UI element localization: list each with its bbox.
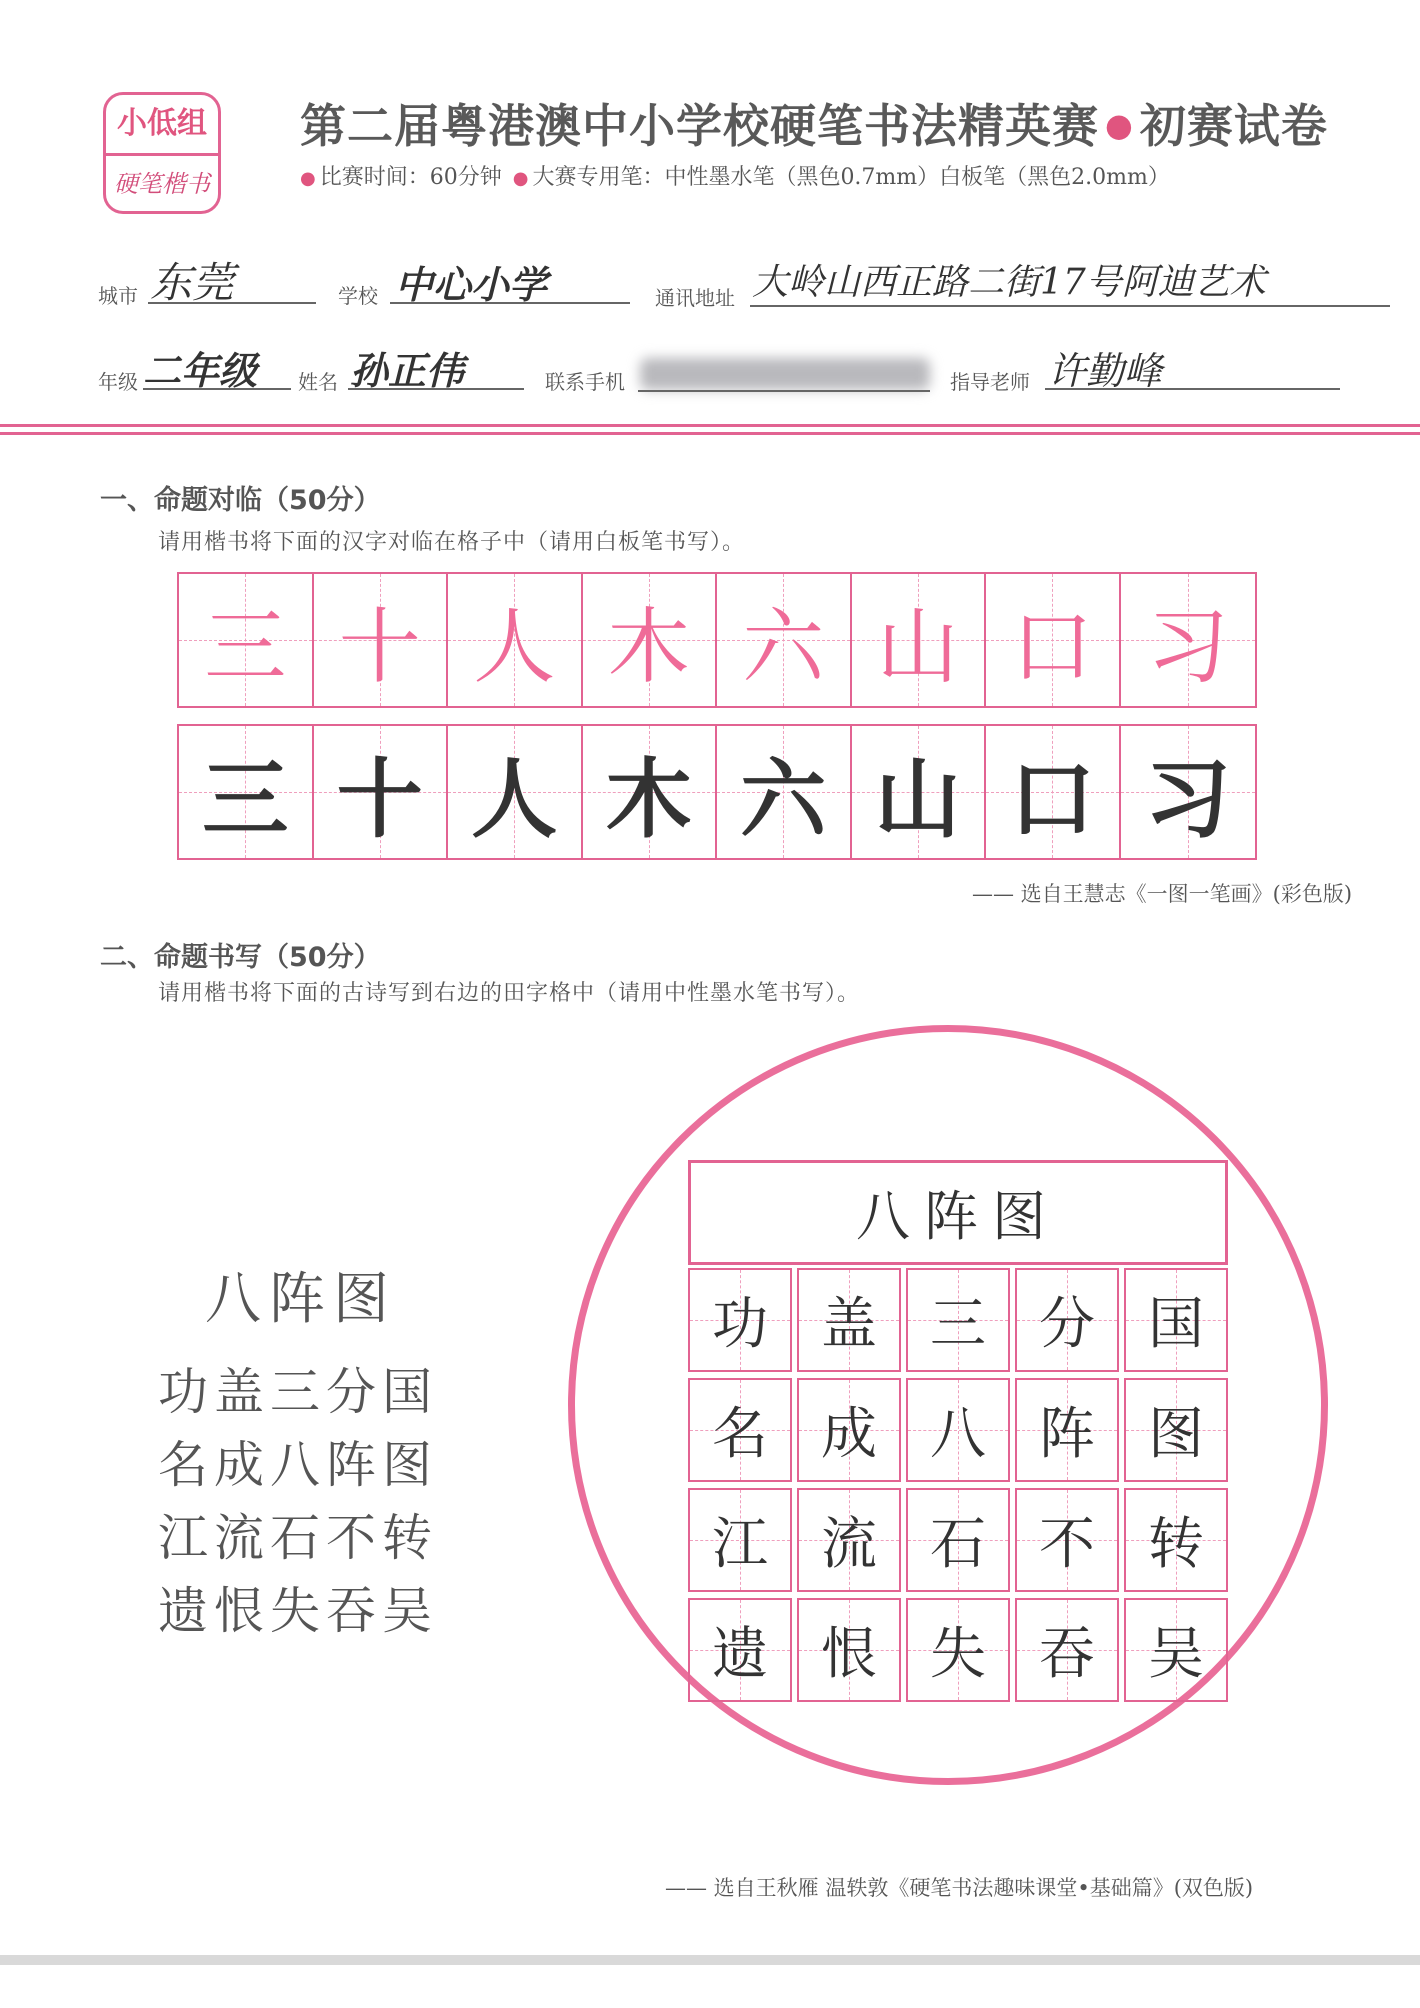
copy-cell[interactable]: 习 bbox=[1121, 726, 1256, 858]
poem-cell[interactable]: 石 bbox=[906, 1488, 1010, 1592]
teacher-field[interactable]: 许勤峰 bbox=[1048, 349, 1163, 393]
poem-title: 八阵图 bbox=[205, 1267, 397, 1332]
poem-cell[interactable]: 图 bbox=[1124, 1378, 1228, 1482]
badge-style-label: 硬笔楷书 bbox=[114, 170, 210, 198]
model-cell: 六 bbox=[717, 574, 852, 706]
poem-cell[interactable]: 不 bbox=[1015, 1488, 1119, 1592]
school-label: 学校 bbox=[338, 284, 378, 308]
poem-cell[interactable]: 失 bbox=[906, 1598, 1010, 1702]
school-field[interactable]: 中心小学 bbox=[395, 262, 548, 307]
footer-bar bbox=[0, 1955, 1420, 1965]
poem-cell[interactable]: 成 bbox=[797, 1378, 901, 1482]
grade-label: 年级 bbox=[98, 370, 138, 394]
bullet-dot-icon: ● bbox=[512, 168, 529, 189]
poem-line: 功盖三分国 bbox=[158, 1363, 438, 1421]
copy-cell[interactable]: 山 bbox=[852, 726, 987, 858]
teacher-label: 指导老师 bbox=[950, 370, 1030, 394]
model-cell: 人 bbox=[448, 574, 583, 706]
name-label: 姓名 bbox=[298, 370, 338, 394]
phone-field-redacted[interactable] bbox=[640, 358, 930, 390]
copy-cell[interactable]: 木 bbox=[583, 726, 718, 858]
divider-line bbox=[0, 424, 1420, 427]
written-title: 八阵图 bbox=[856, 1185, 1060, 1248]
phone-underline bbox=[638, 390, 930, 392]
title-suffix: 初赛试卷 bbox=[1139, 99, 1328, 153]
poem-cell[interactable]: 吴 bbox=[1124, 1598, 1228, 1702]
poem-line: 江流石不转 bbox=[158, 1509, 438, 1567]
grade-underline bbox=[143, 388, 291, 390]
exam-time: 比赛时间：60分钟 bbox=[319, 165, 502, 190]
section2-instruction: 请用楷书将下面的古诗写到右边的田字格中（请用中性墨水笔书写）。 bbox=[158, 981, 861, 1006]
copy-cell[interactable]: 六 bbox=[717, 726, 852, 858]
model-cell: 三 bbox=[179, 574, 314, 706]
city-field[interactable]: 东莞 bbox=[150, 258, 235, 307]
copy-cell[interactable]: 人 bbox=[448, 726, 583, 858]
city-underline bbox=[148, 302, 316, 304]
model-cell: 习 bbox=[1121, 574, 1256, 706]
address-underline bbox=[750, 305, 1390, 307]
poem-line: 遗恨失吞吴 bbox=[158, 1582, 438, 1640]
exam-pen: 大赛专用笔：中性墨水笔（黑色0.7mm）白板笔（黑色2.0mm） bbox=[532, 165, 1170, 190]
title-main: 第二届粤港澳中小学校硬笔书法精英赛 bbox=[300, 99, 1099, 153]
section1-credit: —— 选自王慧志《一图一笔画》(彩色版) bbox=[972, 882, 1353, 906]
copy-cell[interactable]: 十 bbox=[314, 726, 449, 858]
poem-cell[interactable]: 流 bbox=[797, 1488, 901, 1592]
model-cell: 木 bbox=[583, 574, 718, 706]
poem-cell[interactable]: 江 bbox=[688, 1488, 792, 1592]
poem-cell[interactable]: 阵 bbox=[1015, 1378, 1119, 1482]
poem-cell[interactable]: 盖 bbox=[797, 1268, 901, 1372]
name-field[interactable]: 孙正伟 bbox=[350, 348, 465, 393]
badge-group-label: 小低组 bbox=[106, 95, 218, 156]
phone-label: 联系手机 bbox=[545, 370, 625, 394]
poem-cell[interactable]: 国 bbox=[1124, 1268, 1228, 1372]
address-field[interactable]: 大岭山西正路二街17号阿迪艺术 bbox=[752, 262, 1266, 303]
section1-instruction: 请用楷书将下面的汉字对临在格子中（请用白板笔书写）。 bbox=[158, 530, 746, 555]
section2-credit: —— 选自王秋雁 温轶敦《硬笔书法趣味课堂•基础篇》(双色版) bbox=[665, 1876, 1254, 1900]
poem-cell[interactable]: 转 bbox=[1124, 1488, 1228, 1592]
model-cell: 口 bbox=[986, 574, 1121, 706]
section2-heading: 二、命题书写（50分） bbox=[100, 942, 381, 973]
model-cell: 山 bbox=[852, 574, 987, 706]
grade-field[interactable]: 二年级 bbox=[143, 348, 258, 393]
poem-cell[interactable]: 吞 bbox=[1015, 1598, 1119, 1702]
address-label: 通讯地址 bbox=[655, 286, 735, 310]
bullet-dot-icon: ● bbox=[300, 168, 316, 189]
teacher-underline bbox=[1045, 388, 1340, 390]
poem-cell[interactable]: 八 bbox=[906, 1378, 1010, 1482]
group-badge bbox=[103, 92, 221, 214]
poem-cell[interactable]: 遗 bbox=[688, 1598, 792, 1702]
section1-heading: 一、命题对临（50分） bbox=[100, 485, 381, 516]
poem-line: 名成八阵图 bbox=[158, 1436, 438, 1494]
exam-info bbox=[300, 160, 1380, 191]
copy-grid-row[interactable] bbox=[177, 724, 1257, 860]
poem-cell[interactable]: 分 bbox=[1015, 1268, 1119, 1372]
model-grid-row bbox=[177, 572, 1257, 708]
model-cell: 十 bbox=[314, 574, 449, 706]
written-title-box[interactable] bbox=[688, 1160, 1228, 1265]
copy-cell[interactable]: 口 bbox=[986, 726, 1121, 858]
poem-cell[interactable]: 名 bbox=[688, 1378, 792, 1482]
title-dot-icon: ● bbox=[1105, 106, 1134, 144]
city-label: 城市 bbox=[98, 284, 138, 308]
poem-cell[interactable]: 功 bbox=[688, 1268, 792, 1372]
divider-line bbox=[0, 432, 1420, 435]
page-title bbox=[300, 90, 1350, 156]
poem-cell[interactable]: 恨 bbox=[797, 1598, 901, 1702]
poem-writing-grid[interactable] bbox=[688, 1268, 1228, 1702]
copy-cell[interactable]: 三 bbox=[179, 726, 314, 858]
name-underline bbox=[348, 388, 524, 390]
school-underline bbox=[390, 302, 630, 304]
poem-cell[interactable]: 三 bbox=[906, 1268, 1010, 1372]
